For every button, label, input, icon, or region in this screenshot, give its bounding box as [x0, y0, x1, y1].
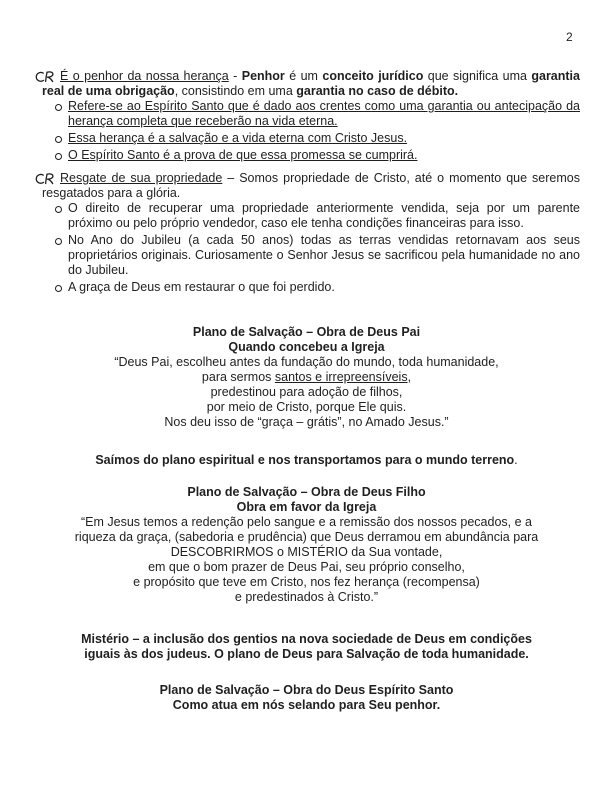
quote-line: Nos deu isso de “graça – grátis”, no Amado Jesus.”: [164, 415, 449, 429]
sublist-item-text: Refere-se ao Espírito Santo que é dado aos crentes como uma garantia ou antecipação da herança completa que receberão na vida eterna.: [68, 99, 580, 128]
sublist: [33, 99, 580, 163]
section-deus-filho: [33, 485, 580, 605]
sublist-item-text: A graça de Deus em restaurar o que foi perdido.: [68, 280, 335, 294]
quote-line: em que o bom prazer de Deus Pai, seu próprio conselho,: [148, 560, 465, 574]
section-heading: Plano de Salvação – Obra do Deus Espírito Santo: [159, 683, 454, 697]
circle-bullet-icon: [55, 238, 62, 245]
list-item-resgate: [42, 171, 580, 201]
qr-monogram-icon: [33, 70, 56, 83]
sublist-item-text: Essa herança é a salvação e a vida eterna com Cristo Jesus.: [68, 131, 408, 145]
quote-line: e predestinados à Cristo.”: [234, 590, 379, 604]
statement-line: iguais às dos judeus. O plano de Deus para Salvação de toda humanidade.: [84, 647, 529, 661]
statement-misterio: [33, 632, 580, 662]
section-heading: Plano de Salvação – Obra de Deus Filho: [187, 485, 426, 499]
list-item-text: Resgate de sua propriedade – Somos propriedade de Cristo, até o momento que seremos resgatados para a glória.: [42, 171, 580, 200]
section-subheading: Quando concebeu a Igreja: [228, 340, 385, 354]
list-item-penhor: [42, 69, 580, 99]
quote-line: para sermos santos e irrepreensíveis,: [201, 370, 412, 384]
circle-bullet-icon: [55, 136, 62, 143]
circle-bullet-icon: [55, 285, 62, 292]
section-espirito-santo: [33, 683, 580, 713]
circle-bullet-icon: [55, 153, 62, 160]
sublist-item: [68, 201, 580, 231]
list-item-text: É o penhor da nossa herança - Penhor é um conceito jurídico que significa uma garantia real de uma obrigação, consistindo em uma garantia no caso de débito.: [42, 69, 580, 98]
statement-plano-espiritual: Saímos do plano espiritual e nos transportamos para o mundo terreno.: [95, 453, 518, 467]
sublist-item: [68, 148, 580, 163]
sublist-item: [68, 233, 580, 278]
quote-line: “Deus Pai, escolheu antes da fundação do mundo, toda humanidade,: [114, 355, 499, 369]
sublist-item: [68, 280, 580, 295]
circle-bullet-icon: [55, 206, 62, 213]
section-subheading: Como atua em nós selando para Seu penhor.: [172, 698, 441, 712]
sublist: [33, 201, 580, 295]
page-number: 2: [566, 30, 573, 44]
sublist-item-text: O direito de recuperar uma propriedade anteriormente vendida, seja por um parente próximo ou pelo próprio vendedor, caso ele tenha condições financeiras para isso.: [68, 201, 580, 230]
quote-line: “Em Jesus temos a redenção pelo sangue e a remissão dos nossos pecados, e a: [81, 515, 532, 529]
quote-line: e propósito que teve em Cristo, nos fez herança (recompensa): [133, 575, 480, 589]
sublist-item-text: O Espírito Santo é a prova de que essa promessa se cumprirá.: [68, 148, 418, 162]
quote-line: predestinou para adoção de filhos,: [210, 385, 403, 399]
section-deus-pai: [33, 325, 580, 430]
quote-line: DESCOBRIRMOS o MISTÉRIO da Sua vontade,: [170, 545, 443, 559]
section-subheading: Obra em favor da Igreja: [236, 500, 377, 514]
qr-monogram-icon: [33, 172, 56, 185]
sublist-item-text: No Ano do Jubileu (a cada 50 anos) todas as terras vendidas retornavam aos seus proprietários originais. Curiosamente o Senhor Jesus se sacrificou pela humanidade no ano do Jubileu.: [68, 233, 580, 277]
quote-line: por meio de Cristo, porque Ele quis.: [206, 400, 407, 414]
sublist-item: [68, 131, 580, 146]
sublist-item: [68, 99, 580, 129]
circle-bullet-icon: [55, 104, 62, 111]
quote-line: riqueza da graça, (sabedoria e prudência) que Deus derramou em abundância para: [74, 530, 539, 544]
section-heading: Plano de Salvação – Obra de Deus Pai: [192, 325, 421, 339]
statement-line: Mistério – a inclusão dos gentios na nova sociedade de Deus em condições: [81, 632, 532, 646]
